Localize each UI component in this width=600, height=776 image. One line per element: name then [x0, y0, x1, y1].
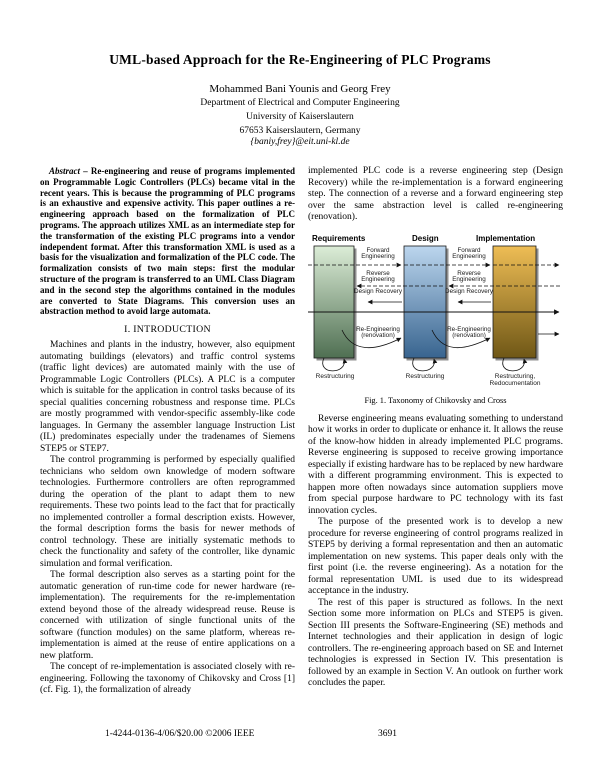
figure-label-restructuring-redocumentation: Restructuring, Redocumentation: [489, 372, 541, 387]
figure-label-forward-engineering: Forward Engineering: [452, 246, 486, 261]
figure-header-implementation: Implementation: [476, 233, 536, 243]
figure-header-requirements: Requirements: [312, 233, 366, 243]
abstract-paragraph: [40, 166, 295, 317]
paragraph: Machines and plants in the industry, however, also equipment automating buildings (elevators) and traffic control systems (traffic light devices) are automated mainly with the use of Programmable Logic Controllers (PLCs). A PLC is a computer which is suitable for the application in control tasks because of its special qualities concerning robustness and response time. PLCs are mostly programmed with vendor-specific assembly-like code languages. In Germany the assembler language Instruction List (IL) predominates especially under the tradenames of Siemens STEP5 or STEP7.: [40, 340, 295, 454]
section-heading-introduction: I. INTRODUCTION: [124, 324, 211, 336]
paragraph: implemented PLC code is a reverse engineering step (Design Recovery) while the re-implementation is a forward engineering step. The connection of a reverse and a forward engineering step over the same abstraction level is called re-engineering (renovation).: [308, 166, 563, 222]
affiliation-university: University of Kaiserslautern: [246, 112, 354, 122]
figure-label-forward-engineering: Forward Engineering: [361, 246, 395, 261]
paragraph: The rest of this paper is structured as follows. In the next Section some more information on PLCs and STEP5 is given. Section III presents the Software-Engineering (SE) methods and Internet technologies and their application in design of logic controllers. The re-engineering approach based on SE and Internet technologies is expressed in Section IV. This presentation is followed by an example in Section V. An outlook on further work concludes the paper.: [308, 597, 563, 688]
figure-label-reverse-engineering: Reverse Engineering: [361, 269, 395, 284]
authors-email: {baniy,frey}@eit.uni-kl.de: [250, 137, 350, 147]
affiliation-address: 67653 Kaiserslautern, Germany: [239, 126, 361, 136]
figure-arrows: [308, 234, 563, 392]
figure-header-design: Design: [412, 233, 439, 243]
figure-label-design-recovery: Design Recovery: [445, 287, 493, 295]
figure-taxonomy-diagram: [308, 234, 563, 392]
page-title: UML-based Approach for the Re-Engineering of PLC Programs: [109, 52, 491, 67]
figure-label-restructuring: Restructuring: [315, 372, 355, 380]
left-column: [40, 166, 295, 728]
figure-label-restructuring: Restructuring: [405, 372, 445, 380]
paragraph: The control programming is performed by especially qualified technicians who seldom own knowledge of modern software technologies. Furthermore controllers are often reprogrammed during the operation of the plant to adapt them to new requirements. These two points lead to the fact that for practically no implemented controller a formal description exists. However, the formal description forms the basis for newer methods of control technology. These are initially systematic methods to check the functionality and safety of the controller, like dynamic simulation and formal verification.: [40, 455, 295, 569]
abstract-text: Re-engineering and reuse of programs implemented on Programmable Logic Controllers (PLCs) became vital in the recent years. This is because the programming of PLC programs is an exhaustive and expensive activity. This paper outlines a re-engineering approach based on the formalization of PLC programs. The approach utilizes XML as an intermediate step for the transformation of the existing PLC programs into a vendor independent format. After this transformation XML is used as a basis for the visualization and formalization of the PLC code. The formalization consists of two main steps: first the modular structure of the program is transferred to an UML Class Diagram and in the second step the algorithms contained in the modules are converted to State Diagrams. This conversion uses an abstraction method to avoid large automata.: [40, 166, 295, 317]
two-column-body: [40, 166, 564, 728]
paragraph: The formal description also serves as a starting point for the automatic generation of run-time code for newer hardware (re-implementation). The requirements for the re-implementation extend beyond those of the already widespread reuse. Reuse is concerned with utilization of single functional units of the software (function modules) on the same platform, whereas re-implementation is aimed at the reuse of entire applications on a new platform.: [40, 570, 295, 661]
figure-label-re-engineering: Re-Engineering (renovation): [356, 325, 400, 340]
figure-caption: Fig. 1. Taxonomy of Chikovsky and Cross: [364, 395, 507, 405]
paragraph: The purpose of the presented work is to develop a new procedure for reverse engineering of control programs realized in STEP5 by deriving a formal representation and then an automatic implementation on new systems. This paper deals only with the first point (i.e. the reverse engineering). As a notation for the formal representation UML is used due to its widespread acceptance in the industry.: [308, 517, 563, 596]
figure-label-design-recovery: Design Recovery: [354, 287, 402, 295]
figure-label-reverse-engineering: Reverse Engineering: [452, 269, 486, 284]
affiliation-department: Department of Electrical and Computer Engineering: [200, 98, 400, 108]
authors-line: Mohammed Bani Younis and Georg Frey: [209, 83, 391, 95]
paper-header: [0, 0, 600, 148]
paragraph: The concept of re-implementation is associated closely with re-engineering. Following the taxonomy of Chikovsky and Cross [1] (cf. Fig. 1), the formalization of already: [40, 662, 295, 696]
abstract-label: Abstract –: [49, 166, 88, 176]
copyright-notice: 1-4244-0136-4/06/$20.00 ©2006 IEEE: [105, 729, 255, 739]
paragraph: Reverse engineering means evaluating something to understand how it works in order to duplicate or enhance it. It allows the reuse of the know-how hidden in already implemented PLC programs. Reverse engineering is supposed to receive growing importance especially if existing hardware has to be replaced by new hardware with a different programming environment. This is expected to happen more often nowadays since automation suppliers move from special purpose hardware to PC technology with its fast innovation cycles.: [308, 413, 563, 516]
figure-label-re-engineering: Re-Engineering (renovation): [447, 325, 491, 340]
right-column: [308, 166, 563, 728]
page-number: 3691: [378, 729, 397, 739]
